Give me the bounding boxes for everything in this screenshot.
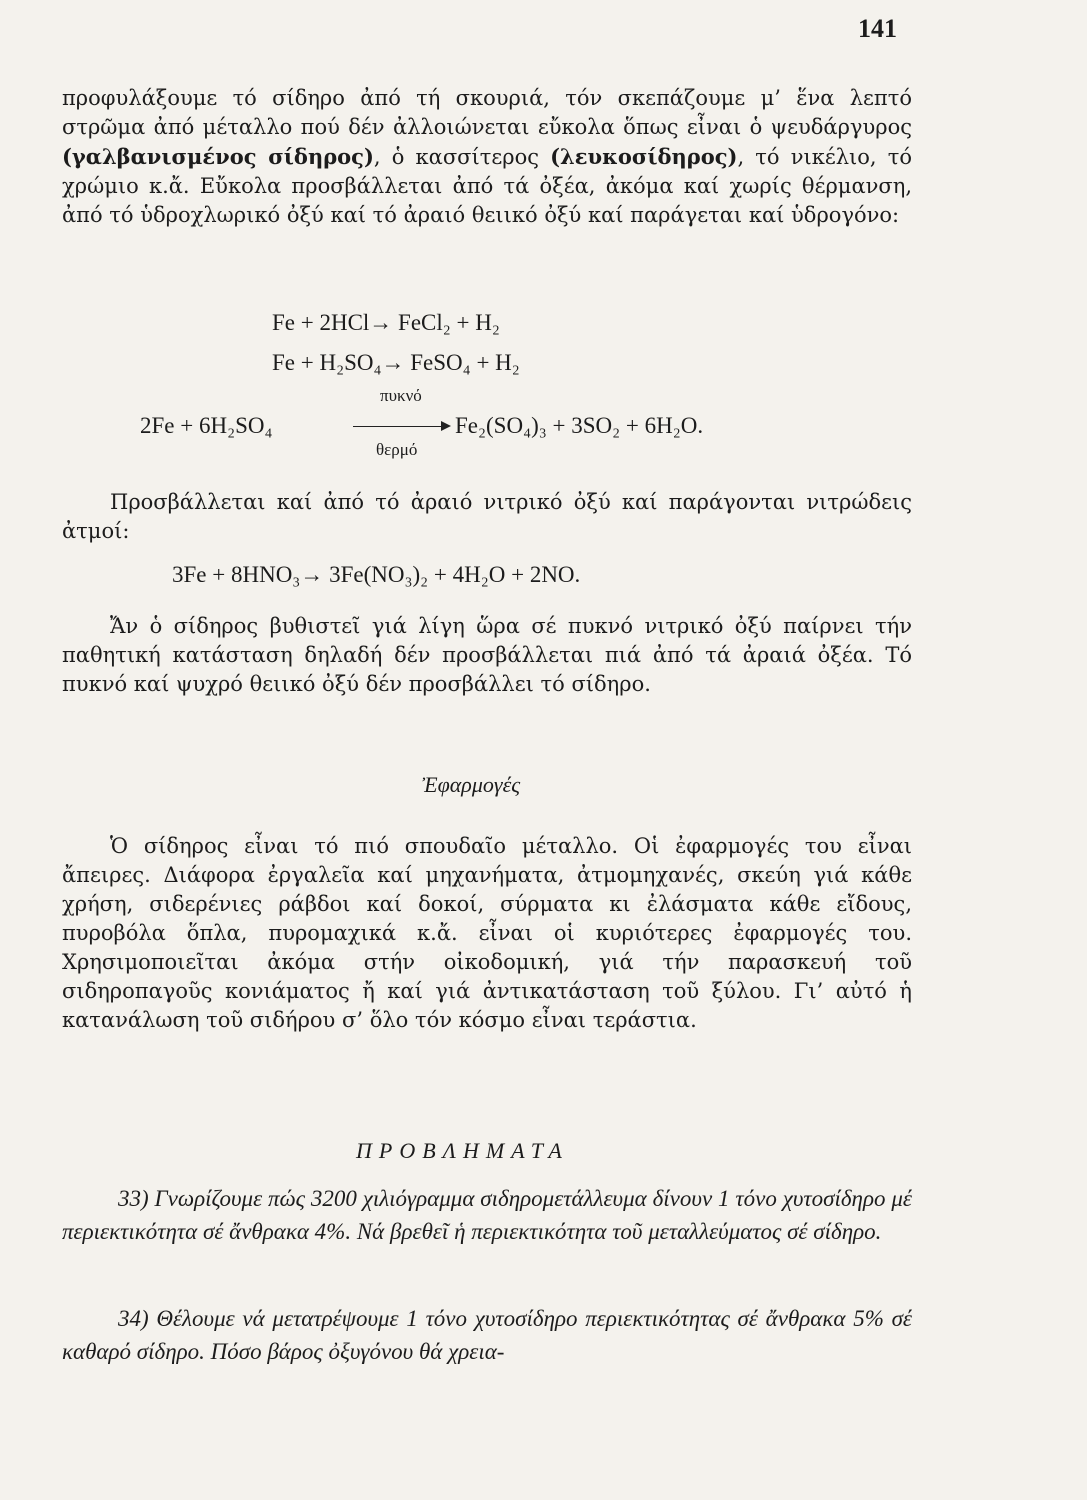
nitric-acid-paragraph (62, 488, 912, 546)
intro-text-1: προφυλάξουμε τό σίδηρο ἀπό τή σκουριά, τόν σκεπάζουμε μ’ ἕνα λεπτό στρῶμα ἀπό μέταλλο πού δέν ἀλλοιώνεται εὔκολα ὅπως εἶναι ὁ ψευδάργυρος (62, 86, 912, 139)
problem-34 (62, 1302, 912, 1368)
reaction-arrow (353, 426, 449, 427)
equation-hcl: Fe + 2HCl→ FeCl₂ + H₂ (272, 310, 500, 335)
tinplate-term: (λευκοσίδηρος) (550, 144, 738, 169)
problem-34-text: 34) Θέλουμε νά μετατρέψουμε 1 τόνο χυτοσίδηρο περιεκτικότητας σέ ἄνθρακα 5% σέ καθαρό σίδηρο. Πόσο βάρος ὀξυγόνου θά χρεια- (62, 1306, 912, 1364)
intro-text-2: , ὁ κασσίτερος (373, 145, 551, 169)
intro-text-3: , τό νικέλιο, τό χρώμιο κ.ἄ. Εὔκολα προσβάλλεται ἀπό τά ὀξέα, ἀκόμα καί χωρίς θέρμανση, ἀπό τό ὑδροχλωρικό ὀξύ καί τό ἀραιό θειικό ὀξύ καί παράγεται καί ὑδρογόνο: (62, 145, 912, 227)
problem-33 (62, 1182, 912, 1248)
problem-33-text: 33) Γνωρίζουμε πώς 3200 χιλιόγραμμα σιδηρομετάλλευμα δίνουν 1 τόνο χυτοσίδηρο μέ περιεκτικότητα σέ ἄνθρακα 4%. Νά βρεθεῖ ἡ περιεκτικότητα τοῦ μεταλλεύματος σέ σίδηρο. (62, 1186, 912, 1244)
applications-paragraph (62, 832, 912, 1035)
passivation-text: Ἄν ὁ σίδηρος βυθιστεῖ γιά λίγη ὥρα σέ πυκνό νιτρικό ὀξύ παίρνει τήν παθητική κατάσταση δηλαδή δέν προσβάλλεται πιά ἀπό τά ἀραιά ὀξέα. Τό πυκνό καί ψυχρό θειικό ὀξύ δέν προσβάλλει τό σίδηρο. (62, 614, 912, 696)
equation-nitric: 3Fe + 8HNO₃→ 3Fe(NO₃)₂ + 4H₂O + 2NO. (172, 562, 581, 587)
equation-dilute-sulfuric: Fe + H₂SO₄→ FeSO₄ + H₂ (272, 350, 520, 375)
galvanized-iron-term: (γαλβανισμένος σίδηρος) (62, 144, 374, 169)
equation-conc-sulfuric-right: Fe₂(SO₄)₃ + 3SO₂ + 6H₂O. (455, 413, 704, 438)
passivation-paragraph (62, 612, 912, 699)
problems-heading: ΠΡΟΒΛΗΜΑΤΑ (356, 1138, 569, 1163)
arrow-label-concentrated: πυκνό (380, 386, 422, 405)
nitric-acid-text: Προσβάλλεται καί ἀπό τό ἀραιό νιτρικό ὀξύ καί παράγονται νιτρώδεις ἀτμοί: (62, 490, 912, 543)
arrow-label-hot: θερμό (376, 440, 418, 459)
applications-heading: Ἐφαρμογές (422, 772, 521, 797)
intro-paragraph (62, 84, 912, 230)
page-number: 141 (858, 14, 897, 43)
applications-text: Ὁ σίδηρος εἶναι τό πιό σπουδαῖο μέταλλο. Οἱ ἐφαρμογές του εἶναι ἄπειρες. Διάφορα ἐργαλεῖα καί μηχανήματα, ἀτμομηχανές, σκεύη γιά κάθε χρήση, σιδερένιες ράβδοι καί δοκοί, σύρματα κι ἐλάσματα κάθε εἴδους, πυροβόλα ὅπλα, πυρομαχικά κ.ἄ. εἶναι οἱ κυριότερες ἐφαρμογές του. Χρησιμοποιεῖται ἀκόμα στήν οἰκοδομική, γιά τήν παρασκευή τοῦ σιδηροπαγοῦς κονιάματος ἤ καί γιά ἀντικατάσταση τοῦ ξύλου. Γι’ αὐτό ἡ κατανάλωση τοῦ σιδήρου σ’ ὅλο τόν κόσμο εἶναι τεράστια. (62, 834, 912, 1032)
equation-conc-sulfuric-left: 2Fe + 6H₂SO₄ (140, 413, 273, 438)
